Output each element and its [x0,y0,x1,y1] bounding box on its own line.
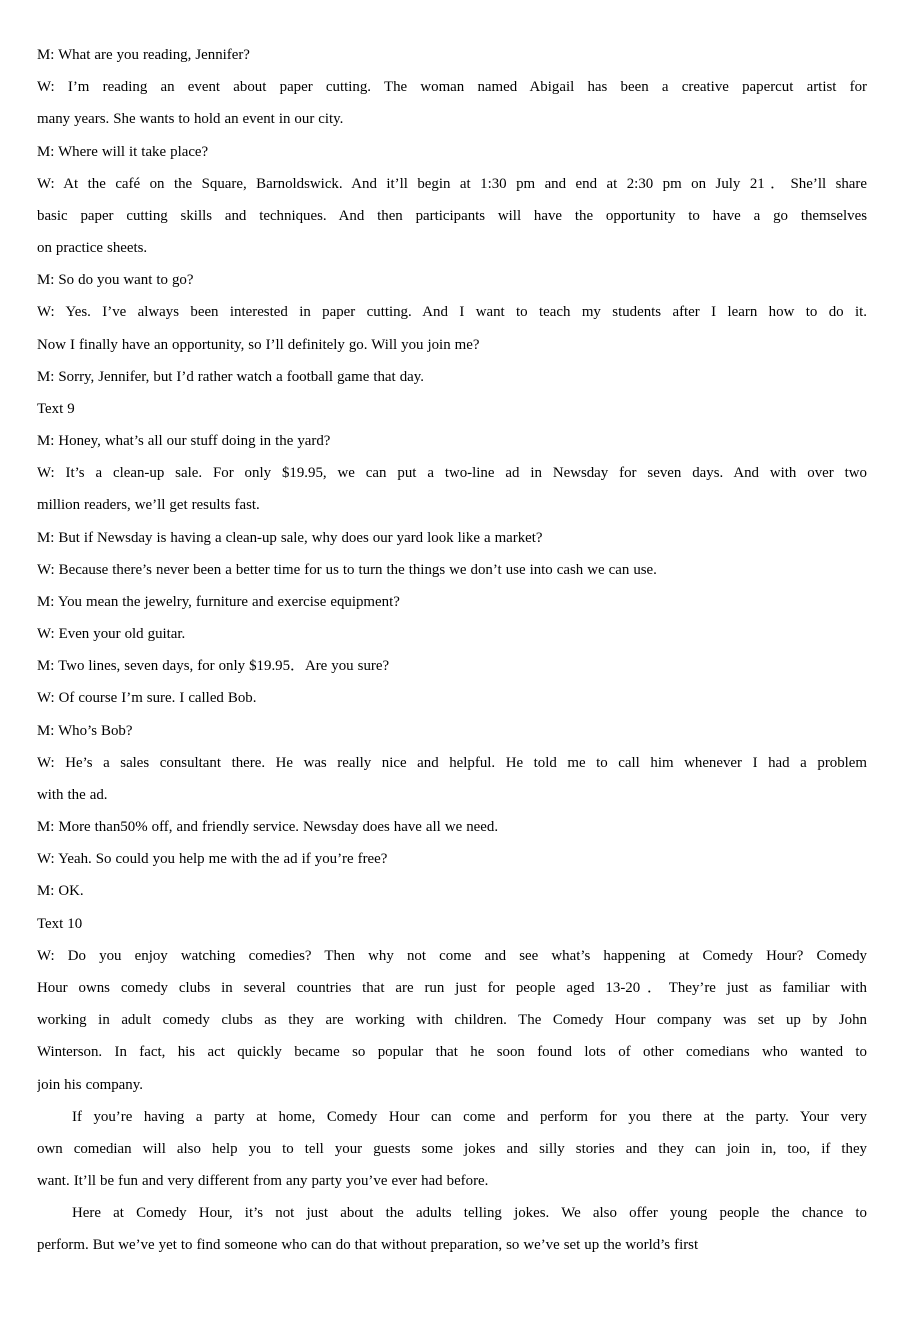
text-line: If you’re having a party at home, Comedy Hour can come and perform for you there at the party. Your very [72,1108,867,1125]
paragraph [37,618,867,650]
section-heading [37,908,867,940]
text-line: M: So do you want to go? [37,272,194,289]
paragraph [37,586,867,618]
paragraph [37,522,867,554]
paragraph [37,682,867,714]
text-line: own comedian will also help you to tell your guests some jokes and silly stories and they can join in, too, if they [37,1140,867,1157]
text-line: Now I finally have an opportunity, so I’ll definitely go. Will you join me? [37,336,480,353]
paragraph [37,136,867,168]
text-line: W: Yeah. So could you help me with the ad if you’re free? [37,851,388,868]
text-line: M: You mean the jewelry, furniture and exercise equipment? [37,593,400,610]
text-line: Text 10 [37,915,83,932]
text-line: M: What are you reading, Jennifer? [37,47,250,63]
text-line: M: But if Newsday is having a clean-up sale, why does our yard look like a market? [37,529,543,546]
text-line: W: Even your old guitar. [37,626,186,643]
paragraph [37,39,867,71]
paragraph [37,554,867,586]
paragraph [37,747,867,811]
text-line: M: Sorry, Jennifer, but I’d rather watch a football game that day. [37,368,424,385]
section-heading [37,393,867,425]
paragraph [37,71,867,135]
text-line: Hour owns comedy clubs in several countries that are run just for people aged 13-20．They’re just as familiar with [37,979,867,996]
text-line: on practice sheets. [37,240,148,257]
text-line: perform. But we’ve yet to find someone who can do that without preparation, so we’ve set up the world’s first [37,1237,699,1254]
text-line: W: Yes. I’ve always been interested in paper cutting. And I want to teach my students after I learn how to do it. [37,304,867,321]
text-line: with the ad. [37,786,108,803]
paragraph [37,361,867,393]
text-line: million readers, we’ll get results fast. [37,497,260,514]
text-line: M: Where will it take place? [37,143,209,160]
paragraph [37,425,867,457]
paragraph [37,811,867,843]
paragraph [37,715,867,747]
paragraph [37,1101,867,1198]
paragraph [37,1197,867,1261]
text-line: M: OK. [37,883,84,900]
text-line: W: At the café on the Square, Barnoldswick. And it’ll begin at 1:30 pm and end at 2:30 pm on July 21．She’ll share [37,175,867,192]
text-line: W: It’s a clean-up sale. For only $19.95, we can put a two-line ad in Newsday for seven days. And with over two [37,465,867,482]
text-line: M: Honey, what’s all our stuff doing in the yard? [37,433,331,450]
text-line: Here at Comedy Hour, it’s not just about the adults telling jokes. We also offer young people the chance to [72,1205,867,1222]
paragraph [37,843,867,875]
text-line: M: Two lines, seven days, for only $19.95．Are you sure? [37,658,390,675]
text-line: basic paper cutting skills and techniques. And then participants will have the opportunity to have a go themselves [37,207,867,224]
text-line: W: Do you enjoy watching comedies? Then why not come and see what’s happening at Comedy Hour? Comedy [37,947,867,964]
text-line: Text 9 [37,400,75,417]
paragraph [37,264,867,296]
text-line: M: Who’s Bob? [37,722,133,739]
text-line: Winterson. In fact, his act quickly became so popular that he soon found lots of other comedians who wanted to [37,1044,867,1061]
text-line: W: Of course I’m sure. I called Bob. [37,690,257,707]
paragraph [37,296,867,360]
text-line: W: Because there’s never been a better time for us to turn the things we don’t use into cash we can use. [37,561,657,578]
paragraph [37,650,867,682]
text-line: working in adult comedy clubs as they are working with children. The Comedy Hour company was set up by John [37,1012,867,1029]
text-line: W: He’s a sales consultant there. He was really nice and helpful. He told me to call him whenever I had a problem [37,754,867,771]
paragraph [37,168,867,265]
paragraph [37,940,867,1101]
transcript-content [37,39,867,1262]
text-line: many years. She wants to hold an event in our city. [37,111,344,128]
text-line: want. It’ll be fun and very different from any party you’ve ever had before. [37,1173,489,1190]
text-line: W: I’m reading an event about paper cutting. The woman named Abigail has been a creative papercut artist for [37,79,867,96]
paragraph [37,457,867,521]
text-line: join his company. [37,1076,143,1093]
paragraph [37,875,867,907]
text-line: M: More than50% off, and friendly service. Newsday does have all we need. [37,819,499,836]
